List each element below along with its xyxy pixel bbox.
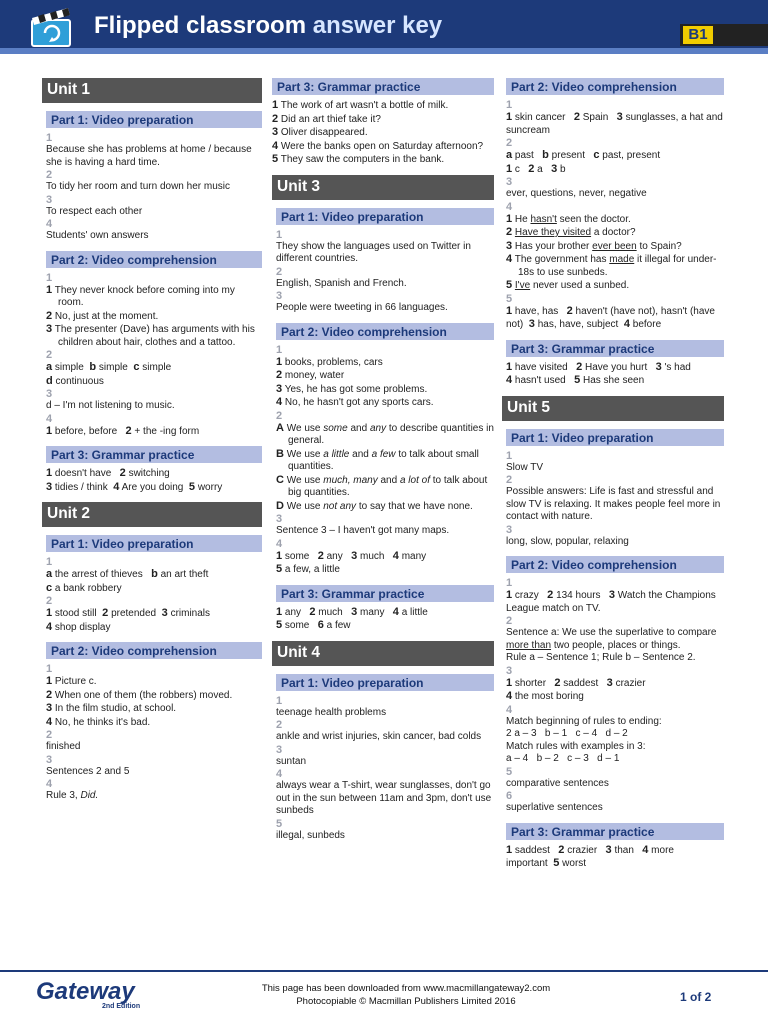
u4-part3-title: Part 3: Grammar practice (506, 340, 724, 357)
column-3 (502, 78, 724, 879)
u4-part1-title: Part 1: Video preparation (276, 674, 494, 691)
title-main: Flipped classroom (94, 12, 307, 39)
level-badge: B1 (683, 26, 713, 44)
u4-part2-title: Part 2: Video comprehension (506, 78, 724, 95)
page-header (0, 0, 768, 54)
u3-part1-answers: 1 They show the languages used on Twitter in different countries. 2 English, Spanish and French. 3 People were tweeting in 66 languages. (276, 228, 471, 313)
u3-part1-title: Part 1: Video preparation (276, 208, 494, 225)
unit-4-title: Unit 4 (272, 641, 494, 666)
u4-part2-answers: 1 1 skin cancer 2 Spain 3 sunglasses, a hat and suncream 2 a past b present c past, present 1 c 2 a 3 b 3 ever, questions, never, negative 4 1 He hasn't seen the doctor. 2 Have they visited a doctor? 3 Has your brother ever been to Spain? 4 The government has made it illegal for under-18s to use sunbeds. 5 I've never used a sunbed. 5 1 have, has 2 haven't (have not), hasn't (have not) 3 has, have, subject 4 before (506, 99, 723, 330)
u5-part3-title: Part 3: Grammar practice (506, 823, 724, 840)
edition-label: 2nd Edition (102, 1003, 141, 1010)
u1-part2-title: Part 2: Video comprehension (46, 251, 262, 268)
u5-part1-answers: 1 Slow TV 2 Possible answers: Life is fast and stressful and slow TV is relaxing. It makes people feel more in contact with nature. 3 long, slow, popular, relaxing (506, 449, 721, 547)
u2-part3-title: Part 3: Grammar practice (272, 78, 494, 95)
clapperboard-icon (28, 6, 76, 48)
u5-part1-title: Part 1: Video preparation (506, 429, 724, 446)
u2-part2-title: Part 2: Video comprehension (46, 642, 262, 659)
u3-part3-answers: 1 any 2 much 3 many 4 a little 5 some 6 a few (276, 605, 428, 631)
page-number: 1 of 2 (680, 990, 712, 1004)
unit-3-title: Unit 3 (272, 175, 494, 200)
title-highlight: answer key (312, 12, 443, 39)
unit-2-title: Unit 2 (42, 502, 262, 527)
u2-part2-answers: 1 1 Picture c. 2 When one of them (the robbers) moved. 3 In the film studio, at school. 4 No, he thinks it's bad. 2 finished 3 Sentences 2 and 5 4 Rule 3, Did. (46, 663, 233, 801)
unit-1-title: Unit 1 (42, 78, 262, 103)
header-stripe (0, 48, 768, 54)
u1-part3-title: Part 3: Grammar practice (46, 446, 262, 463)
u5-part2-answers: 1 1 crazy 2 134 hours 3 Watch the Champions League match on TV. 2 Sentence a: We use the superlative to compare more than two people, places or things. Rule a – Sentence 1; Rule b – Sentence 2. 3 1 shorter 2 saddest 3 crazier 4 the most boring 4 Match beginning of rules to ending: 2 a – 3 b – 1 c – 4 d – 2 Match rules with examples in 3: a – 4 b – 2 c – 3 d – 1 5 comparative sentences 6 superlative sentences (506, 577, 717, 813)
column-2 (272, 78, 494, 850)
u2-part1-title: Part 1: Video preparation (46, 535, 262, 552)
footer-divider (0, 970, 768, 972)
gateway-logo: Gateway (36, 978, 135, 1005)
u3-part2-answers: 1 1 books, problems, cars 2 money, water 3 Yes, he has got some problems. 4 No, he hasn't got any sports cars. 2 A We use some and any to describe quantities in general. B We use a little and a few to talk about small quantities. C We use much, many and a lot of to talk about big quantities. D We use not any to say that we have none. 3 Sentence 3 – I haven't got many maps. 4 1 some 2 any 3 much 4 many 5 a few, a little (276, 343, 494, 575)
page-title (94, 12, 442, 40)
u1-part3-answers: 1 doesn't have 2 switching 3 tidies / think 4 Are you doing 5 worry (46, 467, 223, 493)
u2-part3-answers: 1 The work of art wasn't a bottle of milk. 2 Did an art thief take it? 3 Oliver disappeared. 4 Were the banks open on Saturday afternoon? 5 They saw the computers in the bank. (272, 99, 484, 165)
footer-download-line: This page has been downloaded from www.macmillangateway2.com (261, 983, 551, 994)
u4-part3-answers: 1 have visited 2 Have you hurt 3 's had 4 hasn't used 5 Has she seen (506, 360, 691, 386)
u1-part1-title: Part 1: Video preparation (46, 111, 262, 128)
column-1 (42, 78, 262, 811)
u2-part1-answers: 1 a the arrest of thieves b an art theft c a bank robbery 2 1 stood still 2 pretended 3 criminals 4 shop display (46, 556, 211, 633)
u4-part1-answers: 1 teenage health problems 2 ankle and wrist injuries, skin cancer, bad colds 3 suntan 4 always wear a T-shirt, wear sunglasses, don't go out in the sun between 11am and 3pm, don't use sunbeds 5 illegal, sunbeds (276, 694, 492, 841)
u3-part2-title: Part 2: Video comprehension (276, 323, 494, 340)
u1-part2-answers: 1 1 They never knock before coming into my room. 2 No, just at the moment. 3 The presenter (Dave) has arguments with his children about hair, clothes and a tattoo. 2 a simple b simple c simple d continuous 3 d – I'm not listening to music. 4 1 before, before 2 + the -ing form (46, 271, 255, 437)
footer-text (236, 982, 576, 1008)
u3-part3-title: Part 3: Grammar practice (276, 585, 494, 602)
u5-part2-title: Part 2: Video comprehension (506, 556, 724, 573)
footer-copyright-line: Photocopiable © Macmillan Publishers Limited 2016 (296, 996, 516, 1007)
unit-5-title: Unit 5 (502, 396, 724, 421)
u5-part3-answers: 1 saddest 2 crazier 3 than 4 more important 5 worst (506, 843, 674, 869)
u1-part1-answers: 1 Because she has problems at home / because she is having a hard time. 2 To tidy her room and turn down her music 3 To respect each other 4 Students' own answers (46, 132, 252, 241)
